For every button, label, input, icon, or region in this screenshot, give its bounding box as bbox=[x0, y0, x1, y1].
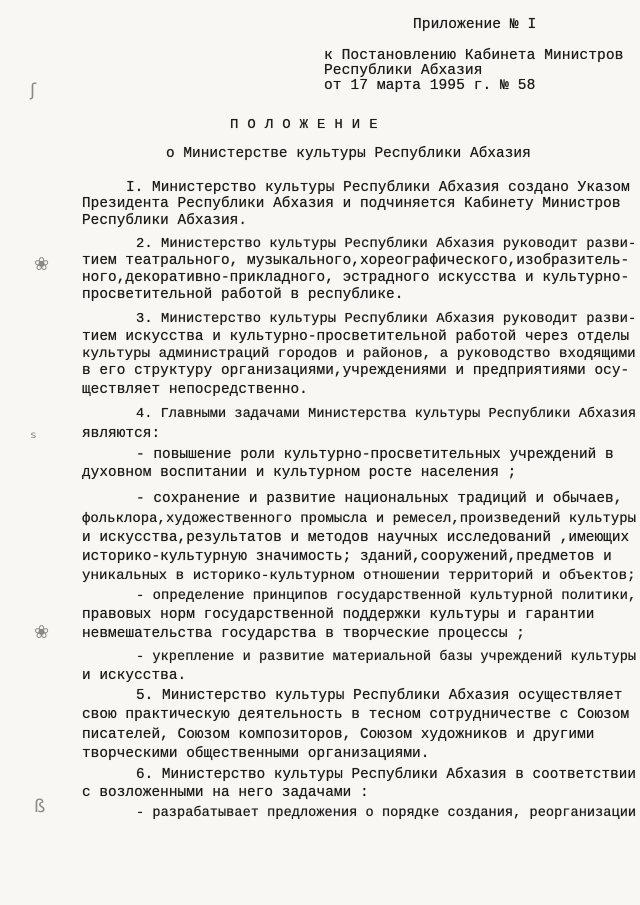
body-line: с возложенными на него задачами : bbox=[82, 785, 369, 801]
body-line: ного,декоративно-прикладного, эстрадного искусства и культурно- bbox=[82, 270, 630, 286]
body-line: писателей, Союзом композиторов, Союзом художников и другими bbox=[82, 727, 595, 743]
document-title: ПОЛОЖЕНИЕ bbox=[230, 117, 387, 133]
body-line: Республики Абхазия. bbox=[82, 213, 248, 229]
body-line: культуры администраций городов и районов, а руководство входящими bbox=[82, 346, 636, 362]
body-line: и искусства. bbox=[82, 668, 187, 684]
body-line: уникальных в историко-культурном отношении территорий и объектов; bbox=[82, 568, 636, 584]
body-line: в его структуру организациями,учреждениями и предприятиями осу- bbox=[82, 363, 630, 379]
body-line: Президента Республики Абхазия и подчиняется Кабинету Министров bbox=[82, 196, 621, 212]
body-line: 5. Министерство культуры Республики Абхазия осуществляет bbox=[136, 688, 623, 704]
document-subtitle: о Министерстве культуры Республики Абхазия bbox=[166, 146, 531, 162]
punch-hole-mark: ˢ bbox=[30, 428, 37, 449]
appendix-resolution: к Постановлению Кабинета Министров bbox=[324, 48, 624, 64]
body-line: и искусства,результатов и методов научных исследований ,имеющих bbox=[82, 530, 630, 546]
body-line: духовном воспитании и культурном росте населения ; bbox=[82, 465, 517, 481]
punch-hole-mark: ʃ bbox=[30, 80, 37, 101]
body-line: творческими общественными организациями. bbox=[82, 746, 430, 762]
body-line: тием театрального, музыкального,хореографического,изобразитель- bbox=[82, 253, 630, 269]
body-line: свою практическую деятельность в тесном сотрудничестве с Союзом bbox=[82, 707, 630, 723]
punch-hole-mark: ß bbox=[34, 796, 46, 817]
punch-hole-mark: ❀ bbox=[34, 254, 50, 275]
appendix-number: Приложение № I bbox=[413, 17, 537, 33]
body-line: - разрабатывает предложения о порядке создания, реорганизации bbox=[136, 806, 637, 821]
body-line: просветительной работой в республике. bbox=[82, 287, 404, 303]
punch-hole-mark: ❀ bbox=[34, 622, 50, 643]
body-line: 2. Министерство культуры Республики Абхазия руководит разви- bbox=[136, 236, 637, 252]
body-line: - определение принципов государственной культурной политики, bbox=[136, 588, 637, 604]
body-line: правовых норм государственной поддержки культуры и гарантии bbox=[82, 607, 595, 623]
body-line: I. Министерство культуры Республики Абхазия создано Указом bbox=[126, 180, 630, 196]
body-line: историко-культурную значимость; зданий,сооружений,предметов и bbox=[82, 549, 612, 565]
body-line: фольклора,художественного промысла и ремесел,произведений культуры bbox=[82, 511, 637, 527]
body-line: невмешательства государства в творческие процессы ; bbox=[82, 626, 525, 642]
body-line: - сохранение и развитие национальных традиций и обычаев, bbox=[136, 491, 623, 507]
body-line: являются: bbox=[82, 426, 161, 442]
body-line: 3. Министерство культуры Республики Абхазия руководит разви- bbox=[136, 311, 637, 327]
body-line: тием искусства и культурно-просветительной работой через отделы bbox=[82, 329, 630, 345]
body-line: - повышение роли культурно-просветительных учреждений в bbox=[136, 447, 614, 463]
appendix-date: от 17 марта 1995 г. № 58 bbox=[324, 78, 536, 94]
body-line: - укрепление и развитие материальной базы учреждений культуры bbox=[136, 650, 637, 665]
body-line: ществляет непосредственно. bbox=[82, 382, 308, 398]
body-line: 4. Главными задачами Министерства культуры Республики Абхазия bbox=[136, 407, 637, 422]
appendix-republic: Республики Абхазия bbox=[324, 63, 483, 79]
body-line: 6. Министерство культуры Республики Абхазия в соответствии bbox=[136, 767, 636, 783]
